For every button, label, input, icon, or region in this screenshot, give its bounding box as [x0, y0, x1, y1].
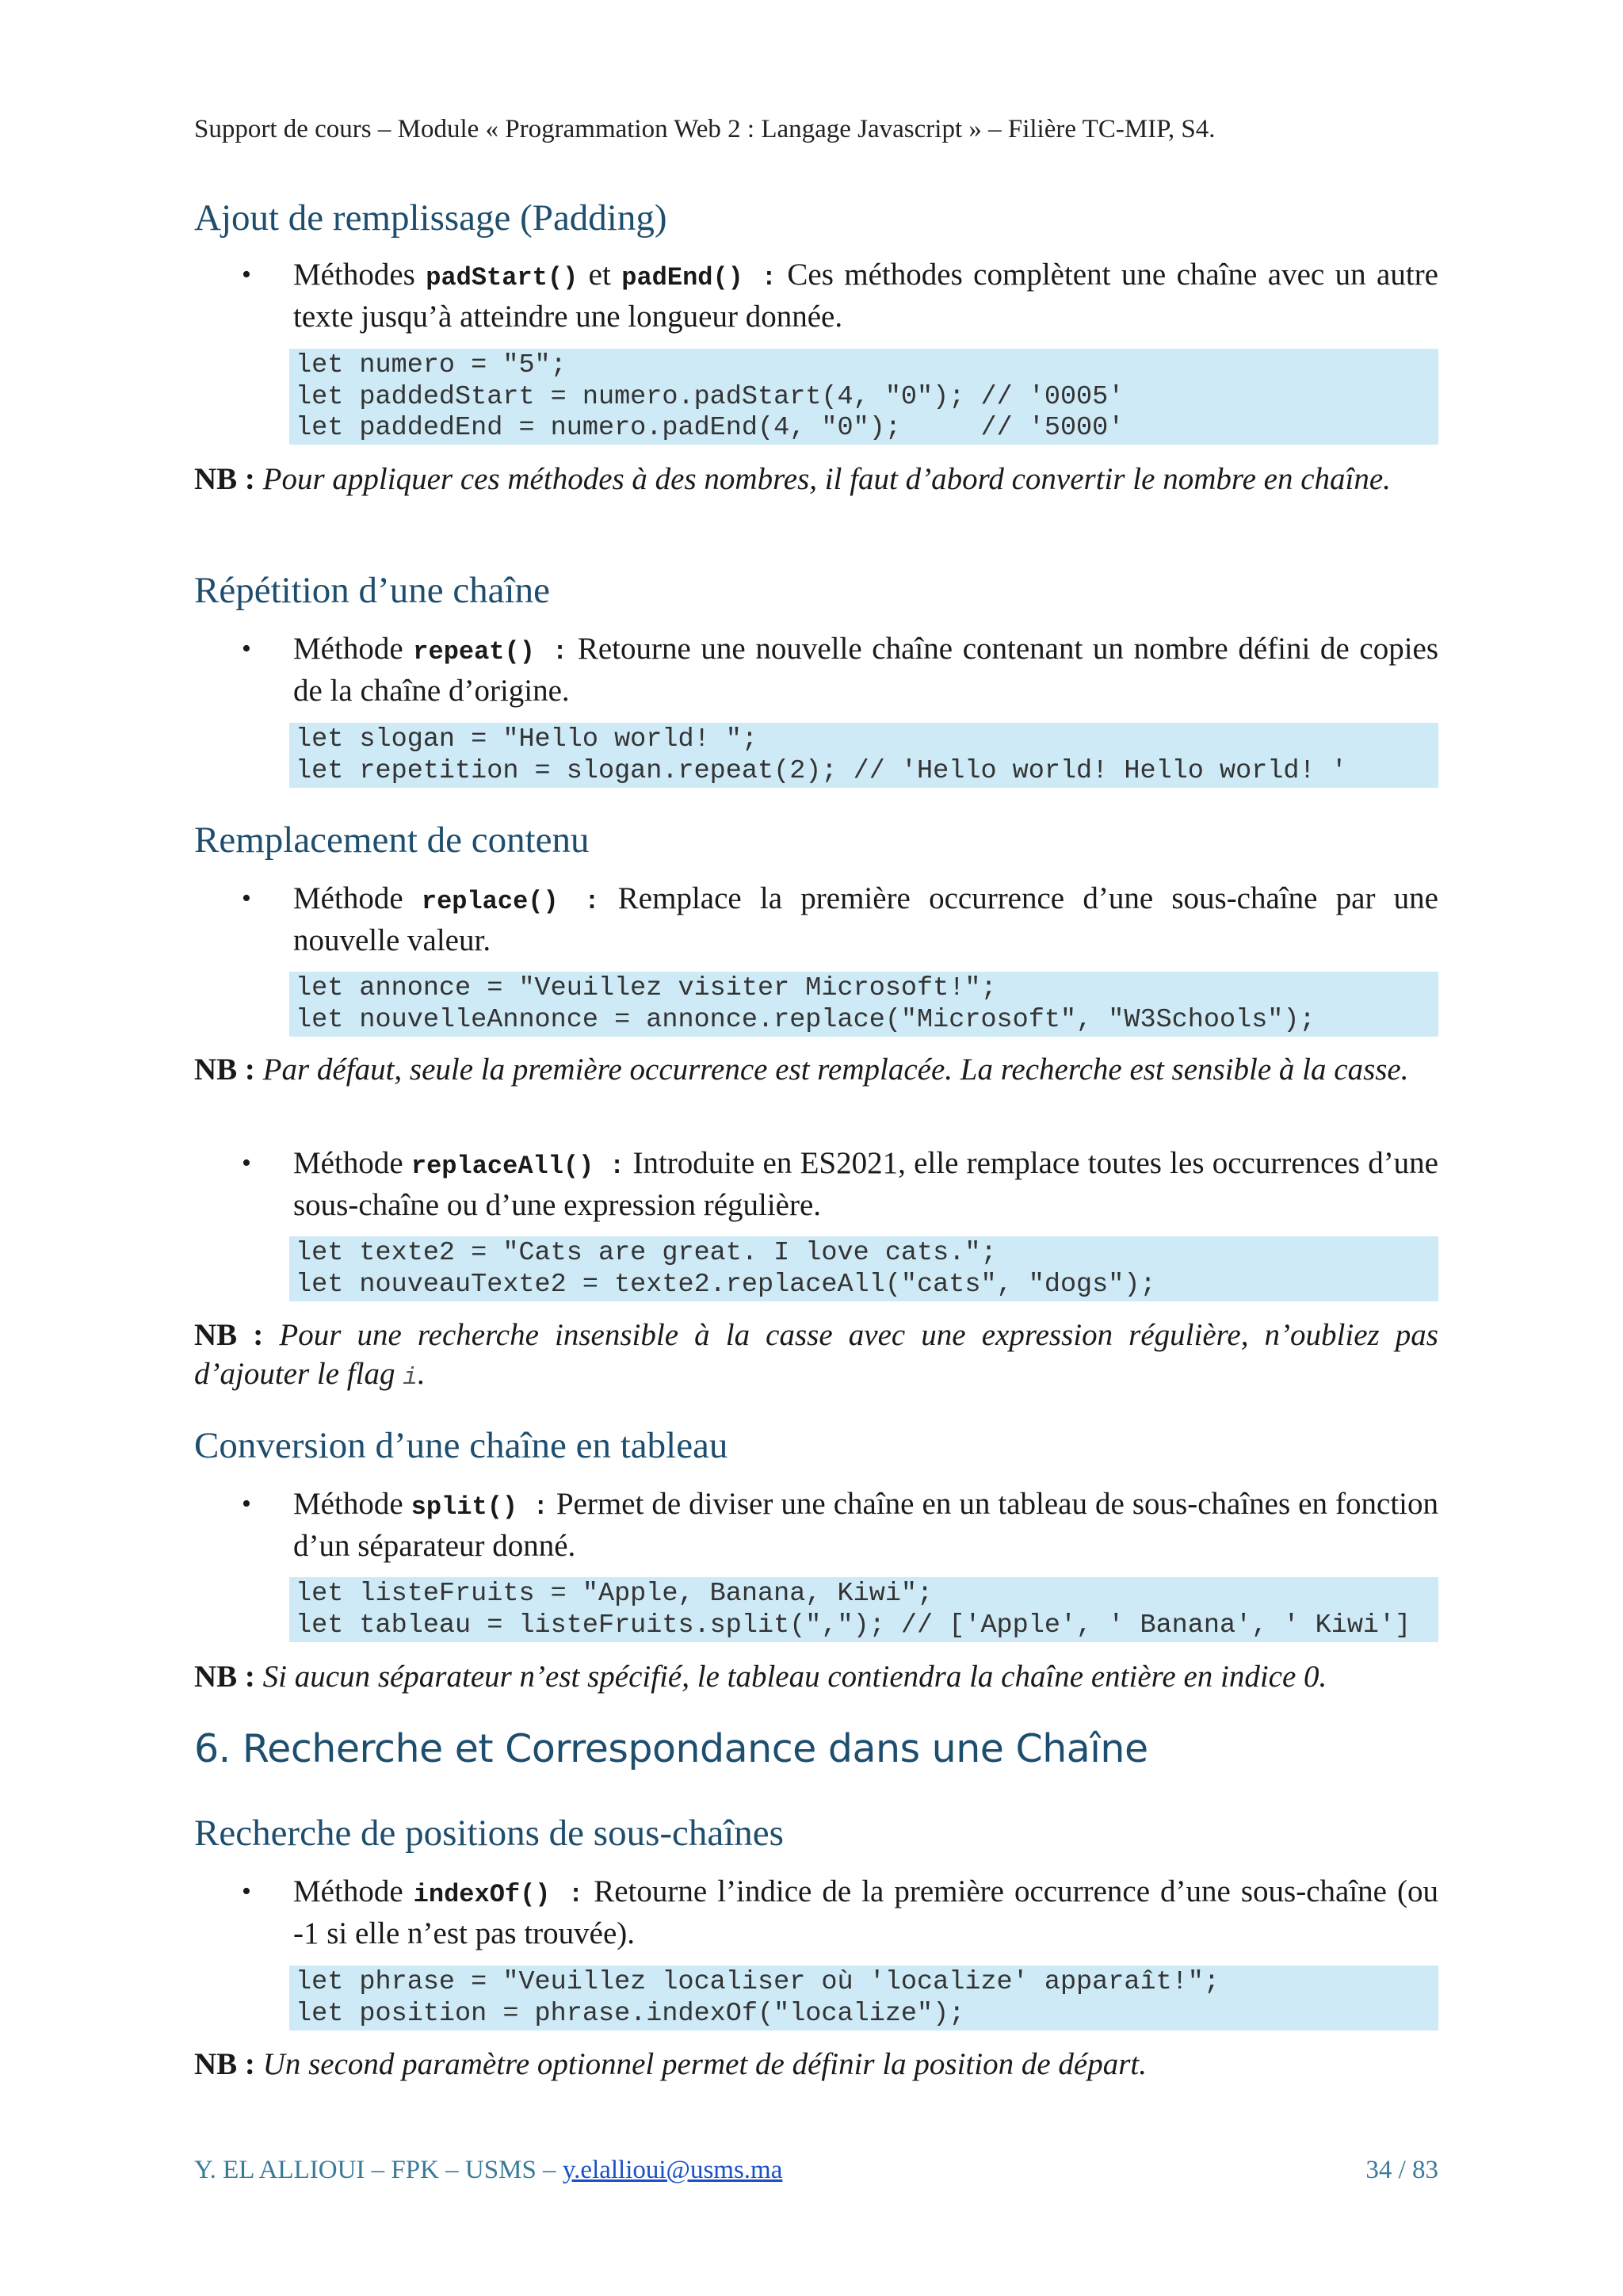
section-heading-6: 6. Recherche et Correspondance dans une Chaîne	[194, 1726, 1148, 1771]
note-replace: NB : Par défaut, seule la première occurrence est remplacée. La recherche est sensible à la casse.	[194, 1052, 1409, 1087]
code-block-split: let listeFruits = "Apple, Banana, Kiwi"; let tableau = listeFruits.split(","); // ['Apple', ' Banana', ' Kiwi']	[289, 1577, 1438, 1642]
code-block-replace: let annonce = "Veuillez visiter Microsoft!"; let nouvelleAnnonce = annonce.replace("Microsoft", "W3Schools");	[289, 972, 1438, 1037]
bullet-icon: •	[242, 1148, 251, 1178]
section-title-repeat: Répétition d’une chaîne	[194, 570, 550, 611]
page-header: Support de cours – Module « Programmation Web 2 : Langage Javascript » – Filière TC-MIP, S4.	[194, 115, 1216, 143]
note-replaceall: NB : Pour une recherche insensible à la casse avec une expression régulière, n’oubliez pas d’ajouter le flag i.	[194, 1318, 1438, 1392]
bullet-text: Méthode replace() : Remplace la première occurrence d’une sous-chaîne par une nouvelle valeur.	[293, 881, 1438, 957]
code-block-indexof: let phrase = "Veuillez localiser où 'localize' apparaît!"; let position = phrase.indexOf("localize");	[289, 1966, 1438, 2030]
note-split: NB : Si aucun séparateur n’est spécifié, le tableau contiendra la chaîne entière en indice 0.	[194, 1660, 1327, 1694]
bullet-text: Méthode repeat() : Retourne une nouvelle chaîne contenant un nombre défini de copies de la chaîne d’origine.	[293, 632, 1439, 708]
section-title-replace: Remplacement de contenu	[194, 819, 590, 861]
bullet-text: Méthode split() : Permet de diviser une chaîne en un tableau de sous-chaînes en fonction d’un séparateur donné.	[293, 1487, 1438, 1563]
note-padding: NB : Pour appliquer ces méthodes à des nombres, il faut d’abord convertir le nombre en chaîne.	[194, 462, 1391, 496]
page-number: 34 / 83	[1365, 2156, 1438, 2184]
note-indexof: NB : Un second paramètre optionnel permet de définir la position de départ.	[194, 2047, 1147, 2081]
bullet-icon: •	[242, 1877, 251, 1906]
page-footer	[194, 2156, 1438, 2185]
footer-author: Y. EL ALLIOUI – FPK – USMS –	[194, 2156, 563, 2184]
bullet-text: Méthode indexOf() : Retourne l’indice de la première occurrence d’une sous-chaîne (ou -1 si elle n’est pas trouvée).	[293, 1874, 1438, 1950]
bullet-icon: •	[242, 260, 251, 289]
bullet-text: Méthodes padStart() et padEnd() : Ces méthodes complètent une chaîne avec un autre texte jusqu’à atteindre une longueur donnée.	[293, 258, 1438, 334]
code-block-padding: let numero = "5"; let paddedStart = numero.padStart(4, "0"); // '0005' let paddedEnd = numero.padEnd(4, "0"); // '5000'	[289, 349, 1438, 445]
section-title-padding: Ajout de remplissage (Padding)	[194, 197, 667, 239]
bullet-icon: •	[242, 884, 251, 913]
footer-email-link[interactable]: y.elallioui@usms.ma	[562, 2156, 783, 2184]
bullet-text: Méthode replaceAll() : Introduite en ES2021, elle remplace toutes les occurrences d’une sous-chaîne ou d’une expression régulière.	[293, 1146, 1438, 1222]
section-title-split: Conversion d’une chaîne en tableau	[194, 1425, 728, 1466]
code-block-replaceall: let texte2 = "Cats are great. I love cats."; let nouveauTexte2 = texte2.replaceAll("cats", "dogs");	[289, 1236, 1438, 1301]
section-title-indexof: Recherche de positions de sous-chaînes	[194, 1813, 784, 1854]
bullet-icon: •	[242, 1489, 251, 1519]
code-block-repeat: let slogan = "Hello world! "; let repetition = slogan.repeat(2); // 'Hello world! Hello world! '	[289, 723, 1438, 788]
bullet-icon: •	[242, 634, 251, 663]
